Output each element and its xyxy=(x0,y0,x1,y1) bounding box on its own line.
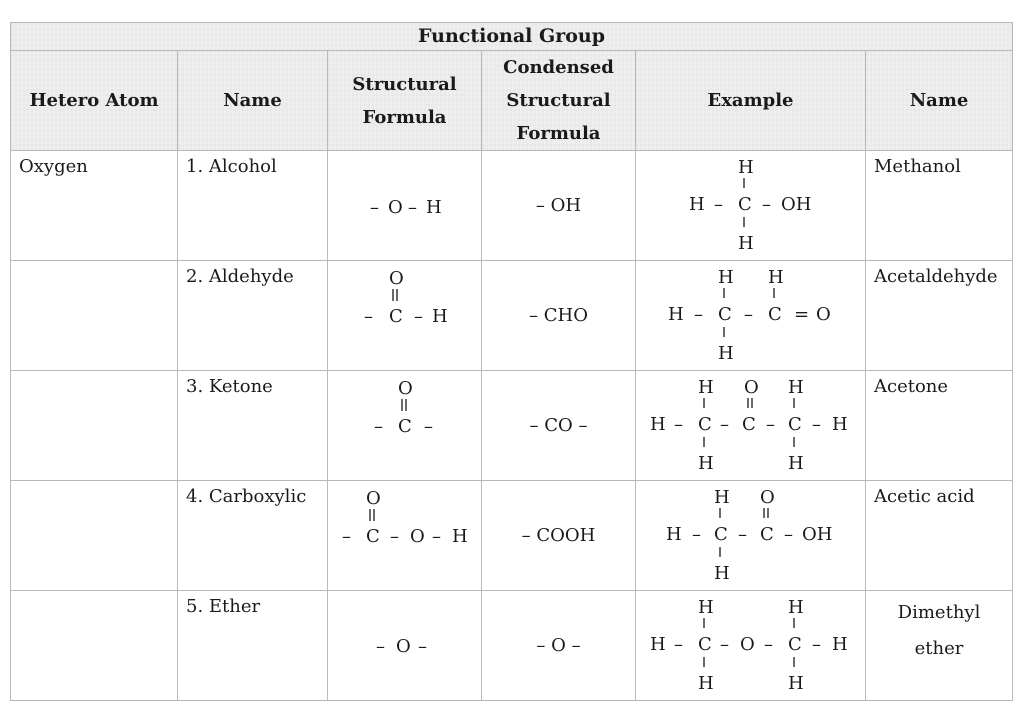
atom-dash: – xyxy=(370,197,379,218)
example-name-cell xyxy=(866,481,1013,591)
atom-h: H xyxy=(738,157,754,178)
atom-o: O xyxy=(744,377,759,398)
condensed-cell xyxy=(482,591,636,701)
acetic-acid-structure xyxy=(636,481,866,590)
example-name: Acetone xyxy=(874,376,949,397)
table-title: Functional Group xyxy=(11,23,1013,51)
header-example-name: Name xyxy=(866,51,1013,151)
name-cell xyxy=(178,591,328,701)
atom-oh: OH xyxy=(802,524,833,545)
atom-dash: – xyxy=(674,414,683,435)
example-cell xyxy=(636,261,866,371)
group-name: 1. Alcohol xyxy=(186,156,277,177)
name-cell xyxy=(178,371,328,481)
alcohol-structural-formula xyxy=(328,151,482,260)
atom-h: H xyxy=(650,414,666,435)
header-hetero-atom: Hetero Atom xyxy=(11,51,178,151)
condensed-formula: – O – xyxy=(536,635,581,656)
structural-formula-cell xyxy=(328,371,482,481)
example-name-line2: ether xyxy=(914,638,964,659)
atom-c: C xyxy=(698,414,712,435)
example-cell xyxy=(636,481,866,591)
name-cell xyxy=(178,151,328,261)
example-cell xyxy=(636,371,866,481)
group-name: 3. Ketone xyxy=(186,376,273,397)
group-name: 5. Ether xyxy=(186,596,261,617)
header-structural-line2: Formula xyxy=(362,106,447,128)
atom-h: H xyxy=(718,343,734,364)
example-name-cell xyxy=(866,591,1013,701)
atom-c: C xyxy=(398,416,412,437)
atom-o: O xyxy=(410,526,425,547)
header-condensed-formula xyxy=(482,51,636,151)
condensed-formula: – CO – xyxy=(529,415,588,436)
example-cell xyxy=(636,151,866,261)
atom-o: O xyxy=(388,197,403,218)
table-row xyxy=(11,151,1013,261)
atom-dash: – xyxy=(714,194,723,215)
carboxylic-structural-formula xyxy=(328,481,482,590)
methanol-structure xyxy=(636,151,866,260)
table-row xyxy=(11,481,1013,591)
example-name: Methanol xyxy=(874,156,961,177)
atom-dash: – xyxy=(692,524,701,545)
table-row xyxy=(11,591,1013,701)
condensed-cell xyxy=(482,481,636,591)
example-name-line1: Dimethyl xyxy=(897,602,981,623)
hetero-cell xyxy=(11,151,178,261)
atom-h: H xyxy=(426,197,442,218)
example-cell xyxy=(636,591,866,701)
atom-o: O xyxy=(396,636,411,657)
example-name: Acetaldehyde xyxy=(874,266,998,287)
acetone-structure xyxy=(636,371,866,480)
hetero-atom-label xyxy=(11,481,177,489)
hetero-cell xyxy=(11,261,178,371)
atom-c: C xyxy=(768,304,782,325)
atom-h: H xyxy=(768,267,784,288)
example-name-cell xyxy=(866,371,1013,481)
dimethyl-ether-structure xyxy=(636,591,866,700)
atom-dash: – xyxy=(738,524,747,545)
atom-dash: – xyxy=(694,304,703,325)
example-name-cell xyxy=(866,151,1013,261)
atom-o: O xyxy=(816,304,831,325)
condensed-formula: – CHO xyxy=(529,305,588,326)
condensed-formula: – OH xyxy=(535,195,582,216)
functional-group-table xyxy=(10,22,1013,701)
group-name: 4. Carboxylic xyxy=(186,486,307,507)
table-row xyxy=(11,371,1013,481)
atom-o: O xyxy=(740,634,755,655)
atom-dash: – xyxy=(424,416,433,437)
atom-h: H xyxy=(689,194,705,215)
structural-formula-cell xyxy=(328,481,482,591)
table-row xyxy=(11,261,1013,371)
atom-c: C xyxy=(714,524,728,545)
hetero-cell xyxy=(11,481,178,591)
atom-dash: – xyxy=(764,634,773,655)
hetero-atom-label: Oxygen xyxy=(19,156,88,177)
atom-h: H xyxy=(668,304,684,325)
atom-h: H xyxy=(718,267,734,288)
atom-dash: – xyxy=(766,414,775,435)
atom-h: H xyxy=(788,377,804,398)
atom-h: H xyxy=(714,563,730,584)
atom-c: C xyxy=(366,526,380,547)
hetero-cell xyxy=(11,591,178,701)
atom-dash: – xyxy=(374,416,383,437)
example-name-cell xyxy=(866,261,1013,371)
atom-dash: – xyxy=(364,306,373,327)
atom-h: H xyxy=(698,673,714,694)
structural-formula-cell xyxy=(328,151,482,261)
header-condensed-line3: Formula xyxy=(516,123,601,144)
atom-dash: – xyxy=(376,636,385,657)
atom-dash: – xyxy=(414,306,423,327)
atom-h: H xyxy=(788,597,804,618)
atom-c: C xyxy=(738,194,752,215)
header-structural-formula xyxy=(328,51,482,151)
atom-dash: – xyxy=(418,636,427,657)
atom-dash: – xyxy=(812,634,821,655)
atom-h: H xyxy=(432,306,448,327)
atom-dash: – xyxy=(342,526,351,547)
structural-formula-cell xyxy=(328,261,482,371)
aldehyde-structural-formula xyxy=(328,261,482,370)
hetero-atom-label xyxy=(11,591,177,599)
atom-dash: – xyxy=(812,414,821,435)
atom-c: C xyxy=(389,306,403,327)
atom-dash: – xyxy=(744,304,753,325)
atom-dash: – xyxy=(674,634,683,655)
atom-o: O xyxy=(389,268,404,289)
atom-c: C xyxy=(760,524,774,545)
atom-h: H xyxy=(698,377,714,398)
atom-dash: – xyxy=(784,524,793,545)
header-example: Example xyxy=(636,51,866,151)
condensed-cell xyxy=(482,151,636,261)
atom-c: C xyxy=(788,414,802,435)
atom-dash: – xyxy=(720,414,729,435)
atom-c: C xyxy=(742,414,756,435)
atom-oh: OH xyxy=(781,194,812,215)
atom-h: H xyxy=(832,414,848,435)
atom-dash: – xyxy=(408,197,417,218)
atom-h: H xyxy=(788,673,804,694)
name-cell xyxy=(178,261,328,371)
example-name: Acetic acid xyxy=(874,486,975,507)
atom-dash: – xyxy=(390,526,399,547)
acetaldehyde-structure xyxy=(636,261,866,370)
condensed-cell xyxy=(482,261,636,371)
atom-eq: = xyxy=(794,304,810,325)
group-name: 2. Aldehyde xyxy=(186,266,294,287)
hetero-atom-label xyxy=(11,371,177,379)
structural-formula-cell xyxy=(328,591,482,701)
atom-h: H xyxy=(738,233,754,254)
atom-dash: – xyxy=(720,634,729,655)
condensed-formula: – COOH xyxy=(521,525,596,546)
atom-o: O xyxy=(398,378,413,399)
atom-h: H xyxy=(650,634,666,655)
atom-c: C xyxy=(788,634,802,655)
hetero-atom-label xyxy=(11,261,177,269)
header-condensed-line2: Structural xyxy=(506,90,611,111)
header-structural-line1: Structural xyxy=(352,73,457,95)
ketone-structural-formula xyxy=(328,371,482,480)
atom-h: H xyxy=(698,597,714,618)
atom-h: H xyxy=(452,526,468,547)
atom-h: H xyxy=(666,524,682,545)
name-cell xyxy=(178,481,328,591)
ether-structural-formula xyxy=(328,591,482,700)
atom-o: O xyxy=(760,487,775,508)
atom-h: H xyxy=(788,453,804,474)
atom-h: H xyxy=(714,487,730,508)
hetero-cell xyxy=(11,371,178,481)
atom-o: O xyxy=(366,488,381,509)
condensed-cell xyxy=(482,371,636,481)
atom-dash: – xyxy=(762,194,771,215)
header-name: Name xyxy=(178,51,328,151)
atom-h: H xyxy=(698,453,714,474)
atom-c: C xyxy=(718,304,732,325)
atom-h: H xyxy=(832,634,848,655)
atom-c: C xyxy=(698,634,712,655)
header-condensed-line1: Condensed xyxy=(503,57,614,78)
atom-dash: – xyxy=(432,526,441,547)
